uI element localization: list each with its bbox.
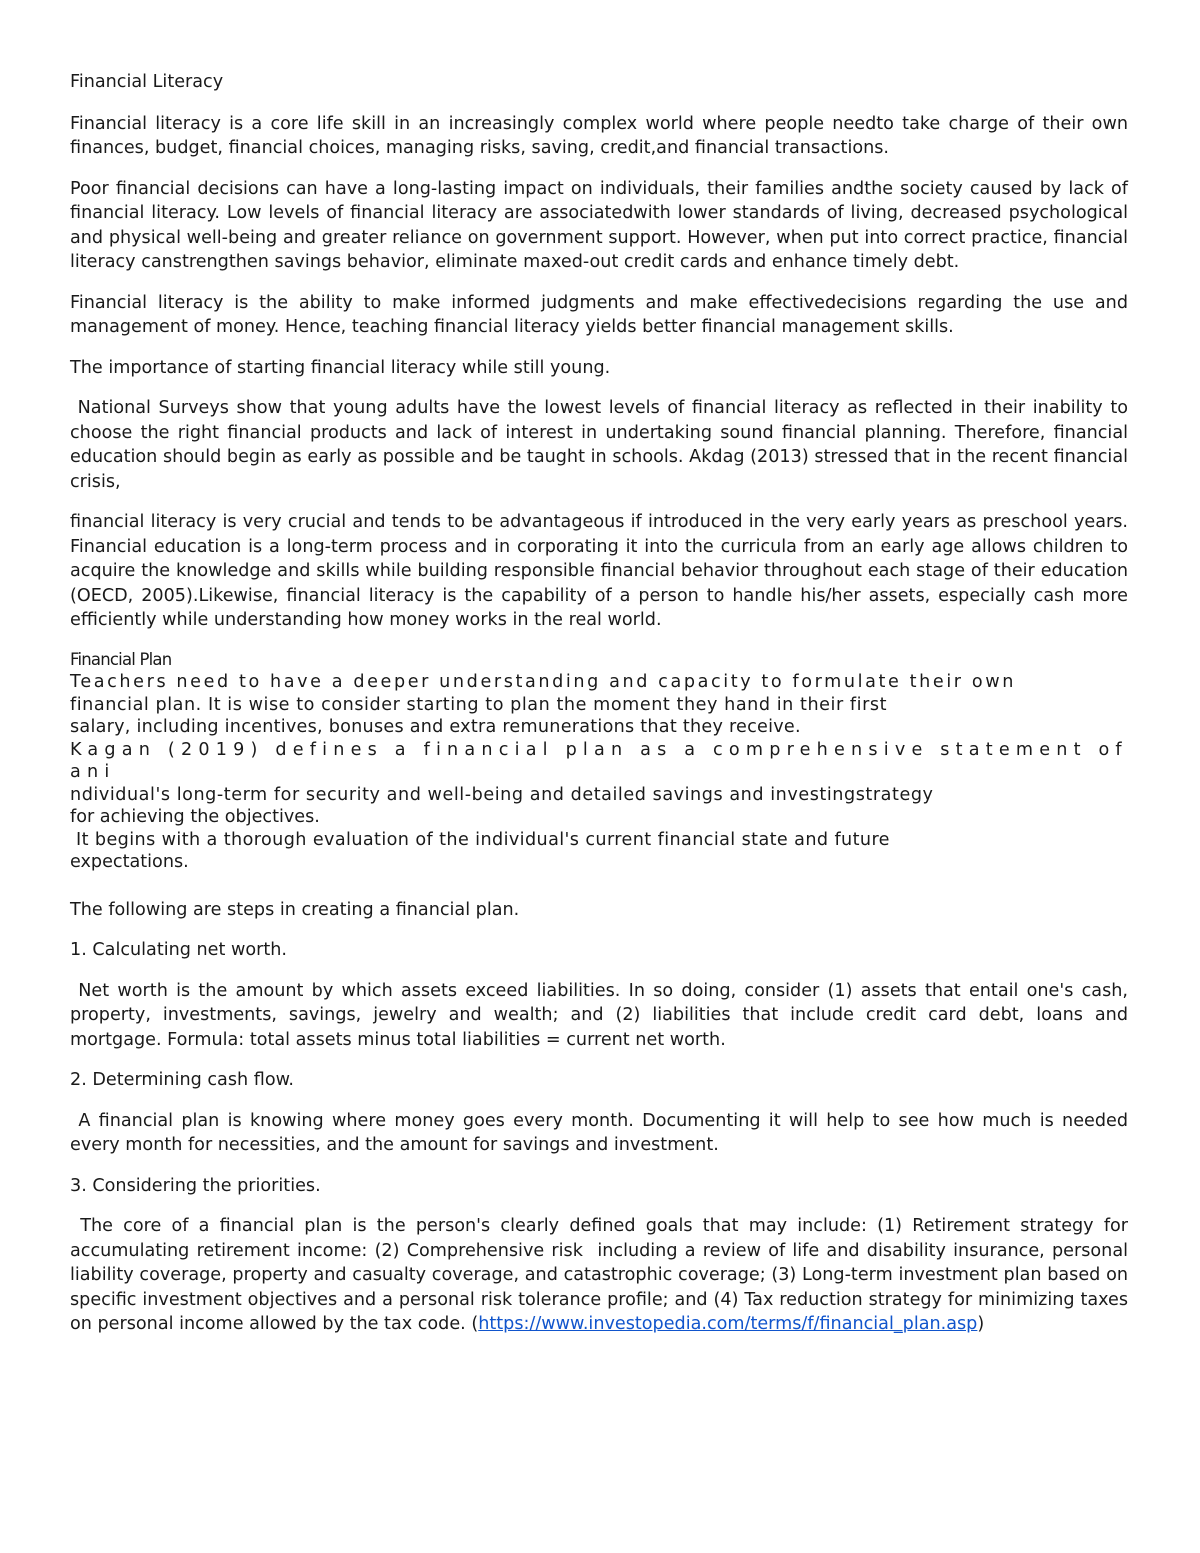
steps-intro: The following are steps in creating a financial plan.: [70, 899, 520, 920]
financial-plan-line: expectations.: [70, 852, 189, 872]
paragraph-national-surveys: National Surveys show that young adults have the lowest levels of financial literacy as reflected in their inability to choose the right financial products and lack of interest in undertaking sound financial planning. Therefore, financial education should begin as early as possible and be taught in schools. Akdag (2013) stressed that in the recent financial crisis,: [70, 398, 1134, 492]
step-body-priorities-text: The core of a financial plan is the person's clearly defined goals that may include: (1) Retirement strategy for accumulating retirement income: (2) Comprehensive risk including a review of life and disability insurance, personal liability coverage, property and casualty coverage, and catastrophic coverage; (3) Long-term investment plan based on specific investment objectives and a personal risk tolerance profile; and (4) Tax reduction strategy for minimizing taxes on personal income allowed by the tax code. (: [70, 1216, 1134, 1334]
financial-plan-line: salary, including incentives, bonuses and extra remunerations that they receive.: [70, 717, 801, 737]
financial-plan-line: Kagan (2019) defines a financial plan as a comprehensive statement of ani: [70, 739, 1128, 782]
paragraph-poor-decisions: Poor financial decisions can have a long-lasting impact on individuals, their families andthe society caused by lack of financial literacy. Low levels of financial literacy are associatedwith lower standards of living, decreased psychological and physical well-being and greater reliance on government support. However, when put into correct practice, financial literacy canstrengthen savings behavior, eliminate maxed-out credit cards and enhance timely debt.: [70, 178, 1128, 272]
paragraph-intro: Financial literacy is a core life skill in an increasingly complex world where people needto take charge of their own finances, budget, financial choices, managing risks, saving, credit,and financial transactions.: [70, 113, 1128, 158]
paragraph-definition: Financial literacy is the ability to make informed judgments and make effectivedecisions regarding the use and management of money. Hence, teaching financial literacy yields better financial management skills.: [70, 292, 1128, 337]
step-heading-priorities: 3. Considering the priorities.: [70, 1175, 321, 1196]
financial-plan-line: for achieving the objectives.: [70, 807, 320, 827]
step-heading-cash-flow: 2. Determining cash flow.: [70, 1070, 294, 1090]
reference-close-paren: ): [977, 1314, 985, 1334]
financial-plan-section: [70, 649, 1128, 874]
paragraph-early-years: financial literacy is very crucial and tends to be advantageous if introduced in the very early years as preschool years. Financial education is a long-term process and in corporating it into the curricula from an early age allows children to acquire the knowledge and skills while building responsible financial behavior throughout each stage of their education (OECD, 2005).Likewise, financial literacy is the capability of a person to handle his/her assets, especially cash more efficiently while understanding how money works in the real world.: [70, 512, 1128, 630]
document-page: [70, 70, 1134, 1353]
financial-plan-line: financial plan. It is wise to consider starting to plan the moment they hand in their first: [70, 694, 888, 715]
section-heading-importance: The importance of starting financial literacy while still young.: [70, 357, 611, 378]
financial-plan-line: It begins with a thorough evaluation of the individual's current financial state and future: [70, 829, 890, 850]
step-body-cash-flow: A financial plan is knowing where money goes every month. Documenting it will help to see how much is needed every month for necessities, and the amount for savings and investment.: [70, 1110, 1134, 1155]
step-heading-net-worth: 1. Calculating net worth.: [70, 940, 288, 960]
financial-plan-line: ndividual's long-term for security and well-being and detailed savings and investingstrategy: [70, 784, 934, 805]
financial-plan-heading: Financial Plan: [70, 649, 172, 669]
step-body-priorities: [70, 1214, 1134, 1337]
financial-plan-line: Teachers need to have a deeper understanding and capacity to formulate their own: [70, 672, 1016, 692]
step-body-net-worth: Net worth is the amount by which assets exceed liabilities. In so doing, consider (1) assets that entail one's cash, property, investments, savings, jewelry and wealth; and (2) liabilities that include credit card debt, loans and mortgage. Formula: total assets minus total liabilities = current net worth.: [70, 980, 1134, 1050]
document-title: Financial Literacy: [70, 72, 224, 92]
reference-link[interactable]: https://www.investopedia.com/terms/f/financial_plan.asp: [478, 1314, 978, 1334]
